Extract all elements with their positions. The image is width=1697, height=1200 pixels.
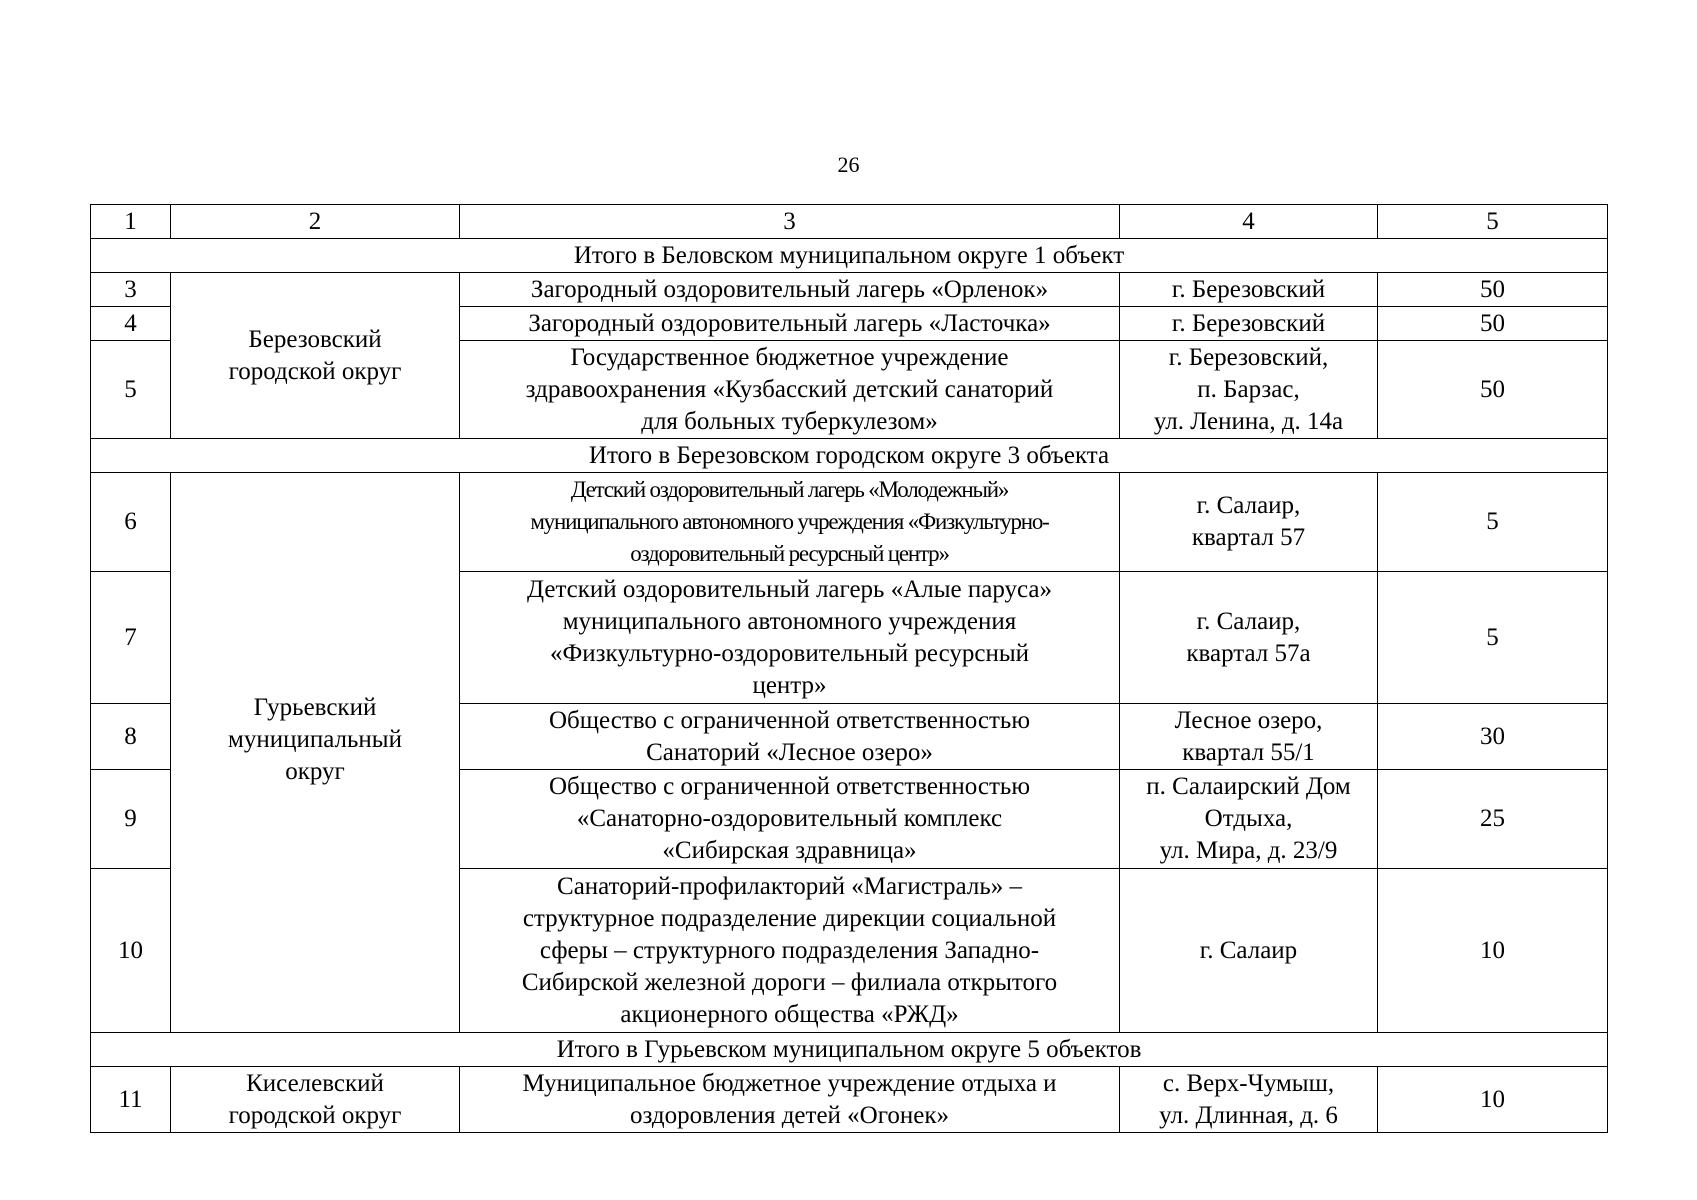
facility-address	[1120, 1067, 1378, 1133]
facility-capacity: 5	[1378, 473, 1608, 572]
facility-address	[1120, 704, 1378, 770]
header-cell: 3	[460, 205, 1120, 239]
facility-capacity: 10	[1378, 1067, 1608, 1133]
facility-address	[1120, 341, 1378, 439]
facility-address-text: г. Березовский, п. Барзас, ул. Ленина, д. 14а	[1153, 343, 1344, 435]
row-number: 3	[91, 273, 171, 307]
row-number: 9	[91, 770, 171, 869]
header-cell: 1	[91, 205, 171, 239]
facility-name	[460, 341, 1120, 439]
facility-address-text: г. Салаир, квартал 57а	[1186, 607, 1311, 667]
facility-capacity: 50	[1378, 341, 1608, 439]
facility-name-text: Санаторий-профилакторий «Магистраль» – структурное подразделение дирекции социальной сферы – структурного подразделения Западно- Сибирской железной дороги – филиала открытого акционерного общества «РЖД»	[521, 872, 1058, 1028]
total-cell: Итого в Беловском муниципальном округе 1 объект	[91, 239, 1608, 273]
header-cell: 4	[1120, 205, 1378, 239]
table-row	[91, 273, 1608, 307]
facility-capacity: 50	[1378, 307, 1608, 341]
facility-address-text: Лесное озеро, квартал 55/1	[1174, 706, 1323, 766]
row-number: 11	[91, 1067, 171, 1133]
total-row	[91, 239, 1608, 273]
table-row	[91, 1067, 1608, 1133]
row-number: 5	[91, 341, 171, 439]
facility-address	[1120, 572, 1378, 704]
header-row	[91, 205, 1608, 239]
district-name: Березовский городской округ	[228, 325, 402, 385]
row-number: 8	[91, 704, 171, 770]
header-cell: 5	[1378, 205, 1608, 239]
facility-name	[460, 572, 1120, 704]
total-row	[91, 439, 1608, 473]
facility-address-text: с. Верх-Чумыш, ул. Длинная, д. 6	[1159, 1069, 1338, 1129]
district-cell	[171, 1067, 460, 1133]
district-name: Гурьевский муниципальный округ	[228, 694, 402, 785]
total-cell: Итого в Гурьевском муниципальном округе 5 объектов	[91, 1033, 1608, 1067]
facility-capacity: 5	[1378, 572, 1608, 704]
facility-name-text: Общество с ограниченной ответственностью «Санаторно-оздоровительный комплекс «Сибирская здравница»	[549, 773, 1030, 864]
facility-name-text: Государственное бюджетное учреждение здравоохранения «Кузбасский детский санаторий для больных туберкулезом»	[525, 343, 1054, 435]
facility-capacity: 30	[1378, 704, 1608, 770]
total-row	[91, 1033, 1608, 1067]
facilities-table	[90, 204, 1608, 1133]
facility-name	[460, 770, 1120, 869]
table-row	[91, 473, 1608, 572]
facility-capacity: 10	[1378, 869, 1608, 1033]
facility-name-text: Детский оздоровительный лагерь «Молодежный» муниципального автономного учреждения «Физкультурно- оздоровительный ресурсный центр»	[530, 477, 1049, 566]
facility-address	[1120, 770, 1378, 869]
facility-capacity: 50	[1378, 273, 1608, 307]
facility-name-text: Детский оздоровительный лагерь «Алые паруса» муниципального автономного учреждения «Физкультурно-оздоровительный ресурсный центр»	[526, 575, 1053, 699]
district-cell	[171, 273, 460, 439]
facility-capacity: 25	[1378, 770, 1608, 869]
header-cell: 2	[171, 205, 460, 239]
facility-address-text: г. Салаир, квартал 57	[1191, 492, 1306, 551]
facility-name	[460, 1067, 1120, 1133]
facility-name-text: Муниципальное бюджетное учреждение отдыха и оздоровления детей «Огонек»	[522, 1069, 1057, 1129]
total-cell: Итого в Березовском городском округе 3 объекта	[91, 439, 1608, 473]
facility-name	[460, 869, 1120, 1033]
facility-address-text: п. Салаирский Дом Отдыха, ул. Мира, д. 23/9	[1146, 773, 1351, 864]
row-number: 6	[91, 473, 171, 572]
facility-name: Загородный оздоровительный лагерь «Орленок»	[460, 273, 1120, 307]
row-number: 7	[91, 572, 171, 704]
page-number: 26	[837, 152, 860, 177]
district-name: Киселевский городской округ	[228, 1069, 402, 1129]
facility-address: г. Березовский	[1120, 307, 1378, 341]
facility-name	[460, 704, 1120, 770]
facility-name-text: Общество с ограниченной ответственностью Санаторий «Лесное озеро»	[549, 706, 1030, 766]
row-number: 4	[91, 307, 171, 341]
facility-address: г. Салаир	[1120, 869, 1378, 1033]
facility-address: г. Березовский	[1120, 273, 1378, 307]
row-number: 10	[91, 869, 171, 1033]
district-cell	[171, 473, 460, 1033]
facility-address	[1120, 473, 1378, 572]
facility-name: Загородный оздоровительный лагерь «Ласточка»	[460, 307, 1120, 341]
facility-name	[460, 473, 1120, 572]
